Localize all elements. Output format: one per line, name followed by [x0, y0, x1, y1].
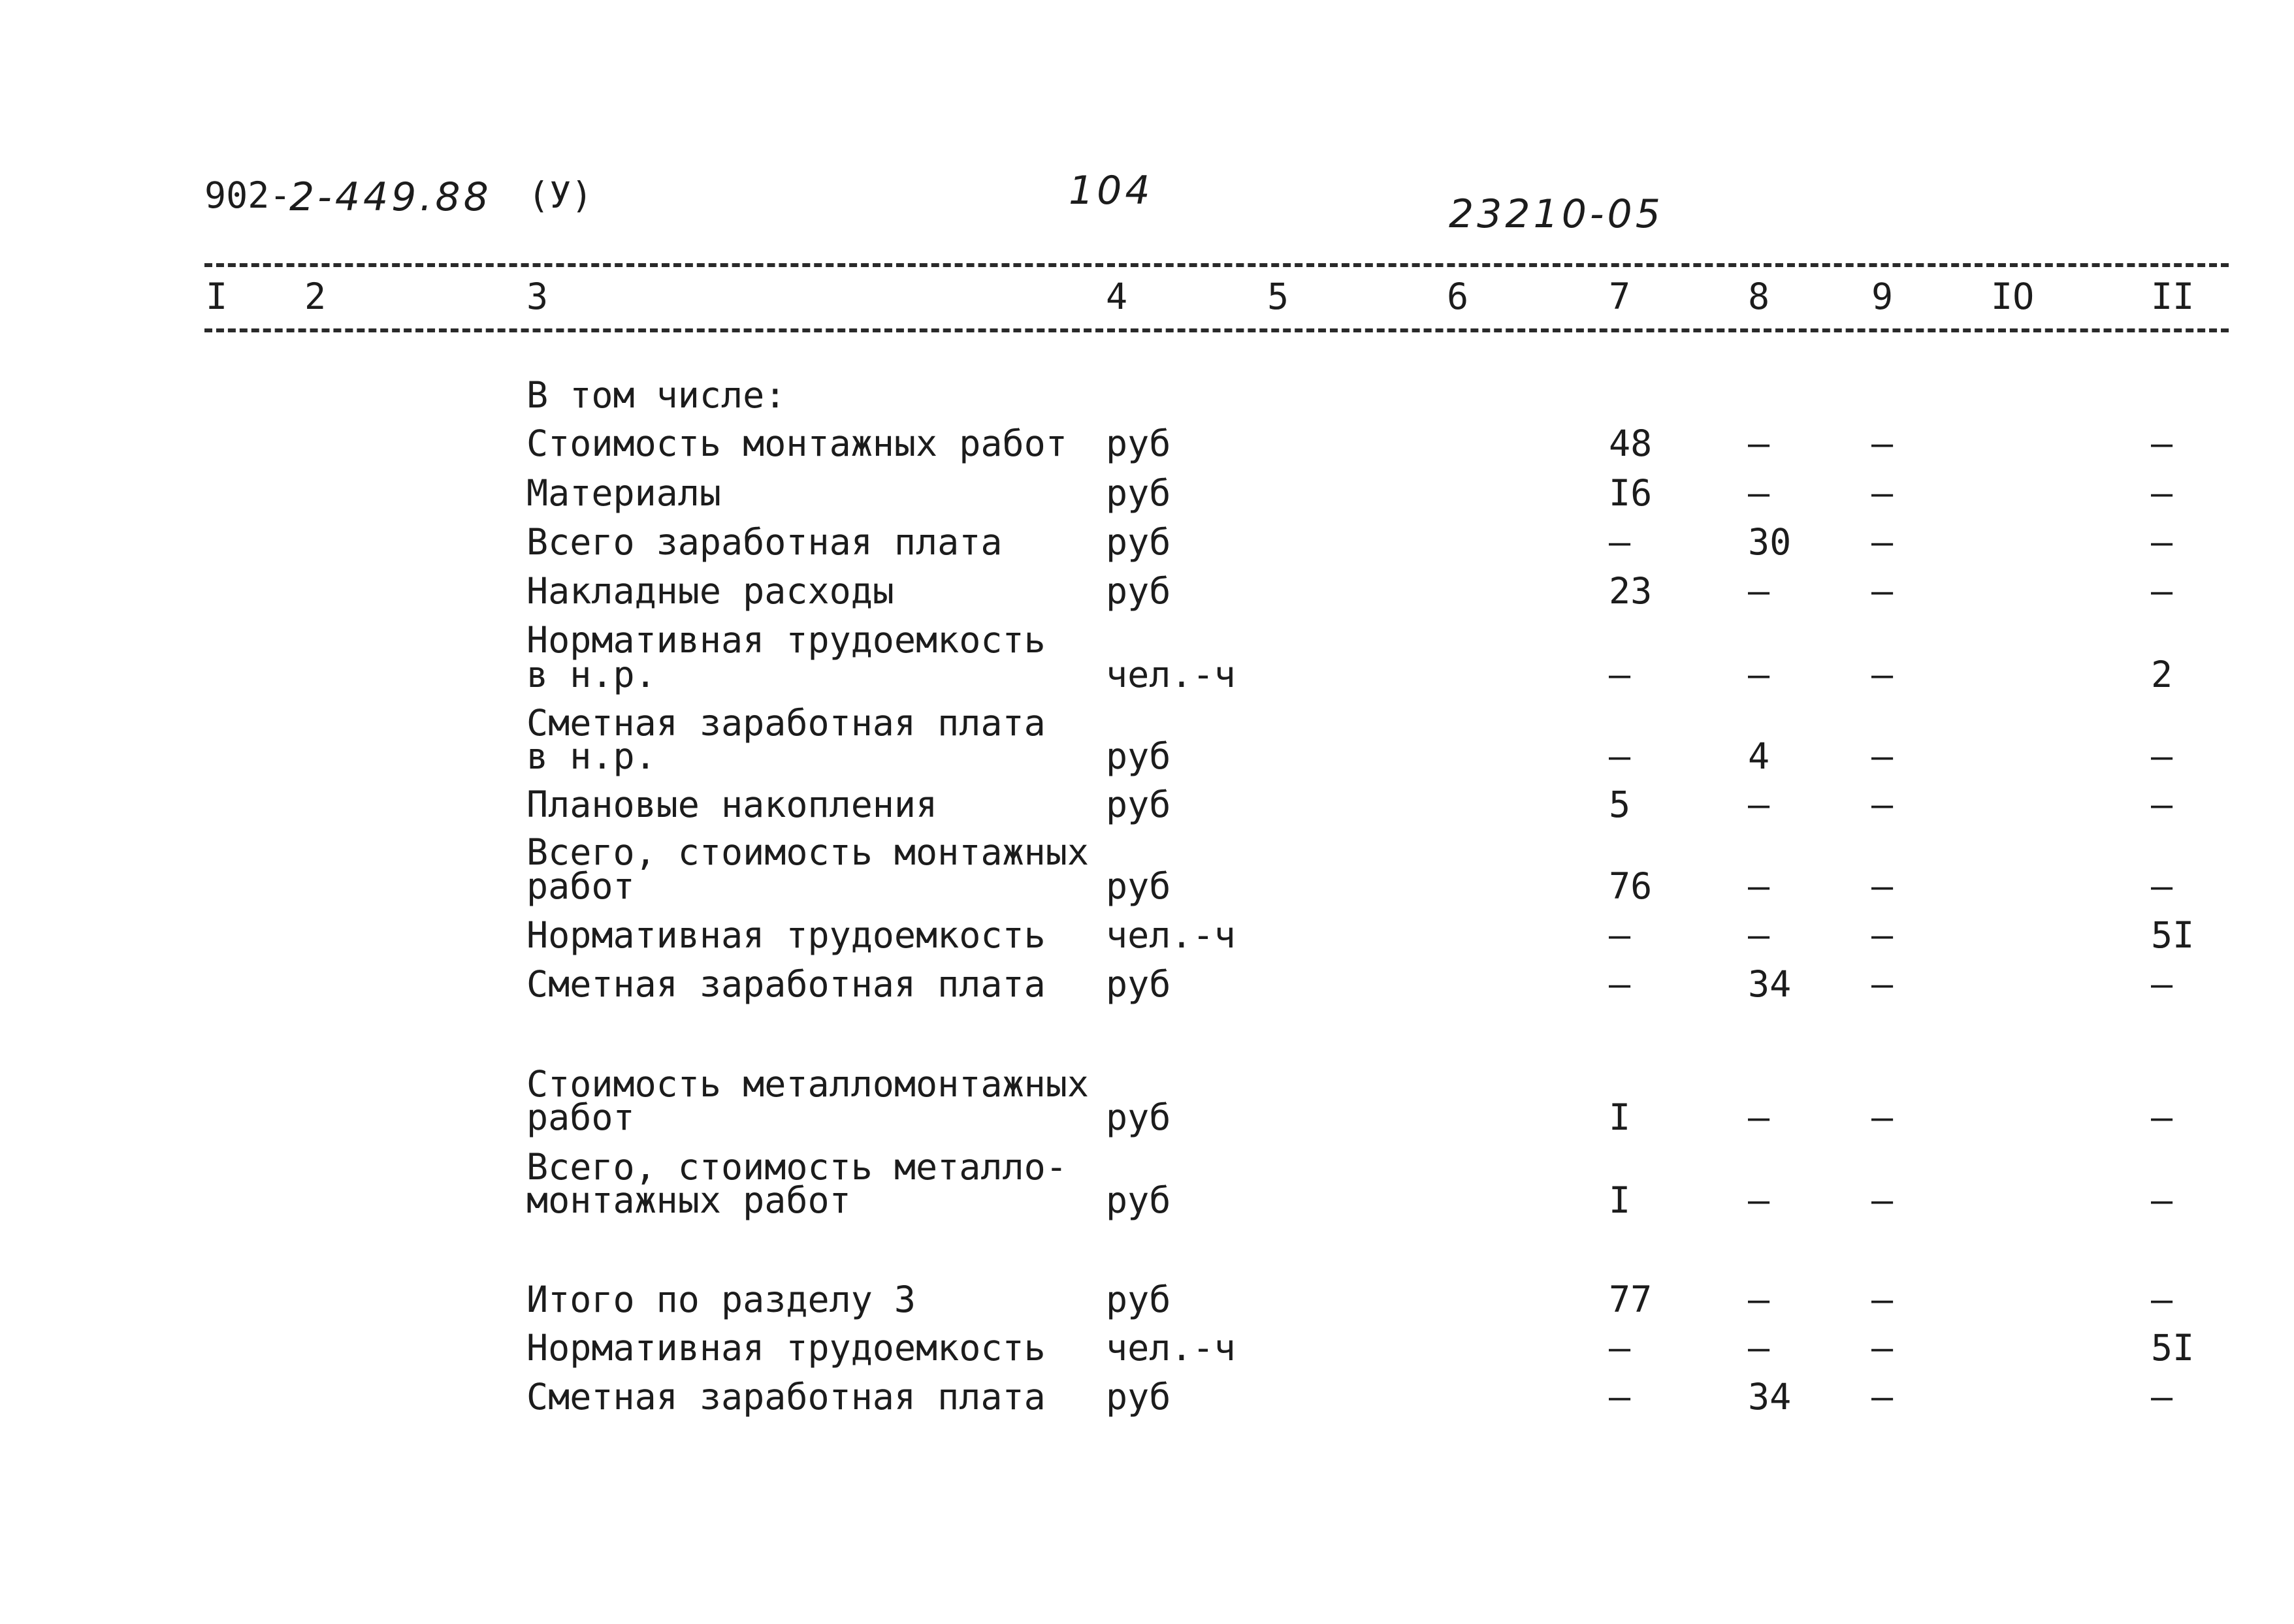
row-unit: руб — [1106, 521, 1171, 563]
row-label: Нормативная трудоемкость — [526, 1327, 1046, 1369]
cell-col9: – — [1871, 422, 1894, 464]
cell-col8: – — [1748, 1327, 1770, 1369]
cell-col9: – — [1871, 472, 1894, 514]
cell-col11: – — [2151, 1179, 2173, 1221]
row-unit: руб — [1106, 735, 1171, 777]
row-unit: руб — [1106, 472, 1171, 514]
column-header: 8 — [1748, 276, 1770, 317]
cell-col9: – — [1871, 570, 1894, 612]
cell-col8: – — [1748, 472, 1770, 514]
doc-number: 23210-05 — [1449, 191, 1664, 237]
cell-col9: – — [1871, 654, 1894, 695]
cell-col11: 5I — [2151, 914, 2195, 956]
column-header: 5 — [1267, 276, 1289, 317]
cell-col8: 34 — [1748, 1376, 1792, 1418]
column-header: 4 — [1106, 276, 1128, 317]
cell-col7: 5 — [1609, 784, 1631, 825]
cell-col8: – — [1748, 865, 1770, 907]
row-label: Итого по разделу 3 — [526, 1279, 916, 1320]
header-top-rule — [204, 263, 2229, 267]
doc-code-handwritten: 2-449.88 — [289, 174, 492, 220]
cell-col9: – — [1871, 1279, 1894, 1320]
cell-col7: – — [1609, 1376, 1631, 1418]
column-header: 9 — [1871, 276, 1894, 317]
row-label-continuation: в н.р. — [526, 735, 656, 777]
cell-col9: – — [1871, 784, 1894, 825]
row-unit: чел.-ч — [1106, 1327, 1236, 1369]
cell-col8: – — [1748, 1179, 1770, 1221]
row-label: Сметная заработная плата — [526, 702, 1046, 744]
cell-col11: – — [2151, 865, 2173, 907]
cell-col9: – — [1871, 865, 1894, 907]
column-header: II — [2151, 276, 2195, 317]
cell-col7: I6 — [1609, 472, 1653, 514]
column-header: I — [206, 276, 228, 317]
row-unit: руб — [1106, 865, 1171, 907]
cell-col7: 76 — [1609, 865, 1653, 907]
cell-col8: 4 — [1748, 735, 1770, 777]
cell-col11: – — [2151, 521, 2173, 563]
row-label: Сметная заработная плата — [526, 963, 1046, 1005]
cell-col9: – — [1871, 1179, 1894, 1221]
cell-col9: – — [1871, 1376, 1894, 1418]
cell-col11: – — [2151, 472, 2173, 514]
row-label: В том числе: — [526, 374, 786, 416]
cell-col11: 2 — [2151, 654, 2173, 695]
row-label: Плановые накопления — [526, 784, 938, 825]
cell-col11: – — [2151, 1096, 2173, 1138]
row-label: Всего, стоимость монтажных — [526, 831, 1089, 873]
row-label: Стоимость металломонтажных — [526, 1063, 1089, 1105]
column-header: IO — [1991, 276, 2035, 317]
cell-col11: – — [2151, 570, 2173, 612]
cell-col8: – — [1748, 654, 1770, 695]
row-unit: чел.-ч — [1106, 654, 1236, 695]
cell-col9: – — [1871, 1096, 1894, 1138]
row-unit: руб — [1106, 1376, 1171, 1418]
cell-col8: 30 — [1748, 521, 1792, 563]
cell-col8: – — [1748, 1279, 1770, 1320]
cell-col7: – — [1609, 521, 1631, 563]
row-label: Всего, стоимость металло- — [526, 1146, 1067, 1188]
cell-col11: – — [2151, 1376, 2173, 1418]
row-unit: руб — [1106, 1279, 1171, 1320]
cell-col11: 5I — [2151, 1327, 2195, 1369]
row-unit: руб — [1106, 570, 1171, 612]
cell-col7: – — [1609, 963, 1631, 1005]
cell-col7: – — [1609, 735, 1631, 777]
row-unit: руб — [1106, 784, 1171, 825]
cell-col7: – — [1609, 1327, 1631, 1369]
row-label-continuation: работ — [526, 865, 635, 907]
cell-col11: – — [2151, 422, 2173, 464]
row-label: Нормативная трудоемкость — [526, 914, 1046, 956]
row-label: Накладные расходы — [526, 570, 894, 612]
cell-col11: – — [2151, 963, 2173, 1005]
row-label: Сметная заработная плата — [526, 1376, 1046, 1418]
cell-col8: – — [1748, 422, 1770, 464]
cell-col7: – — [1609, 914, 1631, 956]
column-header: 3 — [526, 276, 549, 317]
row-unit: руб — [1106, 422, 1171, 464]
header-bottom-rule — [204, 328, 2229, 332]
row-unit: руб — [1106, 1179, 1171, 1221]
cell-col8: 34 — [1748, 963, 1792, 1005]
doc-variant: (У) — [528, 174, 593, 216]
row-unit: руб — [1106, 963, 1171, 1005]
cell-col7: I — [1609, 1179, 1631, 1221]
cell-col8: – — [1748, 914, 1770, 956]
cell-col11: – — [2151, 735, 2173, 777]
row-unit: чел.-ч — [1106, 914, 1236, 956]
cell-col9: – — [1871, 963, 1894, 1005]
cell-col7: 23 — [1609, 570, 1653, 612]
cell-col9: – — [1871, 914, 1894, 956]
row-label-continuation: работ — [526, 1096, 635, 1138]
cell-col7: 77 — [1609, 1279, 1653, 1320]
row-label: Материалы — [526, 472, 722, 514]
cell-col11: – — [2151, 784, 2173, 825]
row-label: Нормативная трудоемкость — [526, 619, 1046, 661]
cell-col9: – — [1871, 521, 1894, 563]
row-label: Всего заработная плата — [526, 521, 1003, 563]
cell-col7: I — [1609, 1096, 1631, 1138]
row-label: Стоимость монтажных работ — [526, 422, 1067, 464]
cell-col8: – — [1748, 784, 1770, 825]
cell-col11: – — [2151, 1279, 2173, 1320]
column-header: 6 — [1447, 276, 1469, 317]
column-header: 2 — [304, 276, 327, 317]
cell-col7: 48 — [1609, 422, 1653, 464]
row-unit: руб — [1106, 1096, 1171, 1138]
row-label-continuation: монтажных работ — [526, 1179, 851, 1221]
cell-col7: – — [1609, 654, 1631, 695]
cell-col8: – — [1748, 570, 1770, 612]
cell-col9: – — [1871, 1327, 1894, 1369]
row-label-continuation: в н.р. — [526, 654, 656, 695]
column-header: 7 — [1609, 276, 1631, 317]
doc-code-printed: 902- — [204, 174, 291, 216]
cell-col8: – — [1748, 1096, 1770, 1138]
page-number: 104 — [1069, 168, 1154, 214]
cell-col9: – — [1871, 735, 1894, 777]
